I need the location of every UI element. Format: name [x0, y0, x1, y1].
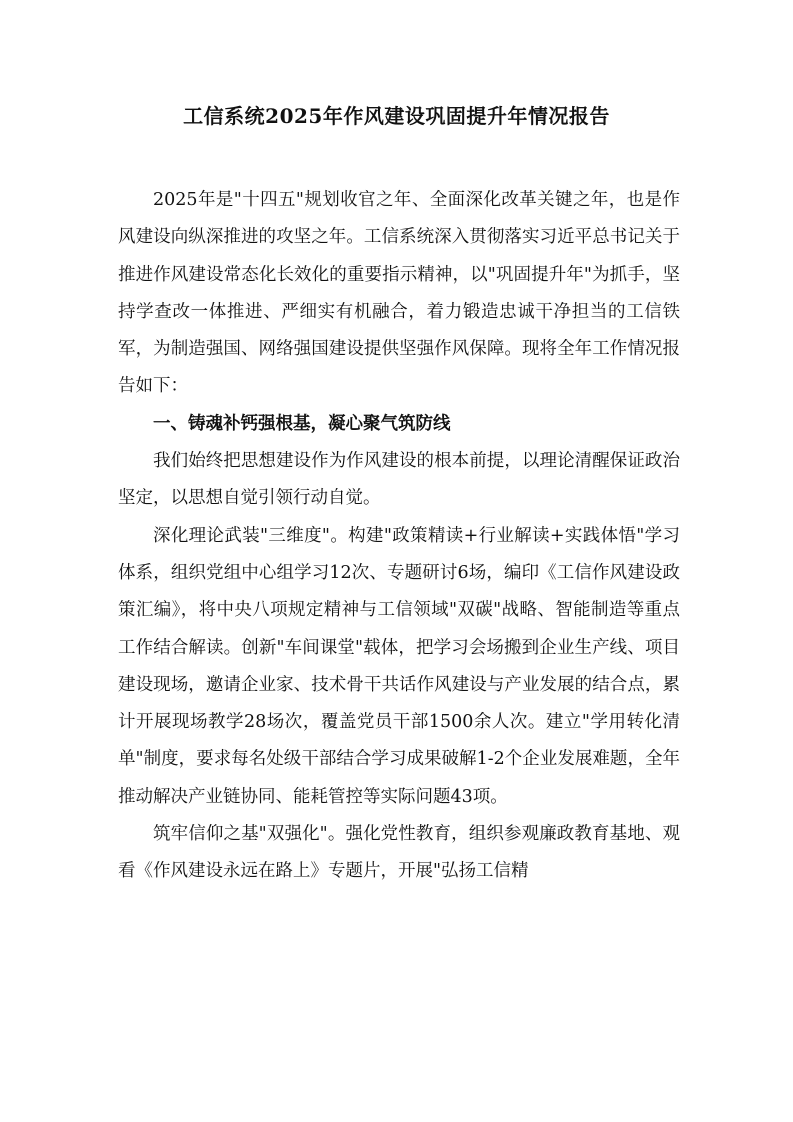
section-1-paragraph-theory: 深化理论武装"三维度"。构建"政策精读+行业解读+实践体悟"学习体系，组织党组中心组学习12次、专题研讨6场，编印《工信作风建设政策汇编》，将中央八项规定精神与工信领域"双碳"战略、智能制造等重点工作结合解读。创新"车间课堂"载体，把学习会场搬到企业生产线、项目建设现场，邀请企业家、技术骨干共话作风建设与产业发展的结合点，累计开展现场教学28场次，覆盖党员干部1500余人次。建立"学用转化清单"制度，要求每名处级干部结合学习成果破解1-2个企业发展难题，全年推动解决产业链协同、能耗管控等实际问题43项。 [118, 525, 680, 807]
document-body [118, 182, 680, 891]
intro-paragraph: 2025年是"十四五"规划收官之年、全面深化改革关键之年，也是作风建设向纵深推进的攻坚之年。工信系统深入贯彻落实习近平总书记关于推进作风建设常态化长效化的重要指示精神，以"巩固提升年"为抓手，坚持学查改一体推进、严细实有机融合，着力锻造忠诚干净担当的工信铁军，为制造强国、网络强国建设提供坚强作风保障。现将全年工作情况报告如下： [118, 190, 680, 397]
section-1-paragraph-faith: 筑牢信仰之基"双强化"。强化党性教育，组织参观廉政教育基地、观看《作风建设永远在路上》专题片，开展"弘扬工信精 [118, 824, 680, 882]
document-title: 工信系统2025年作风建设巩固提升年情况报告 [183, 104, 610, 128]
section-1-lead-paragraph: 我们始终把思想建设作为作风建设的根本前提，以理论清醒保证政治坚定，以思想自觉引领行动自觉。 [118, 451, 680, 509]
section-1-heading: 一、铸魂补钙强根基，凝心聚气筑防线 [153, 413, 451, 434]
